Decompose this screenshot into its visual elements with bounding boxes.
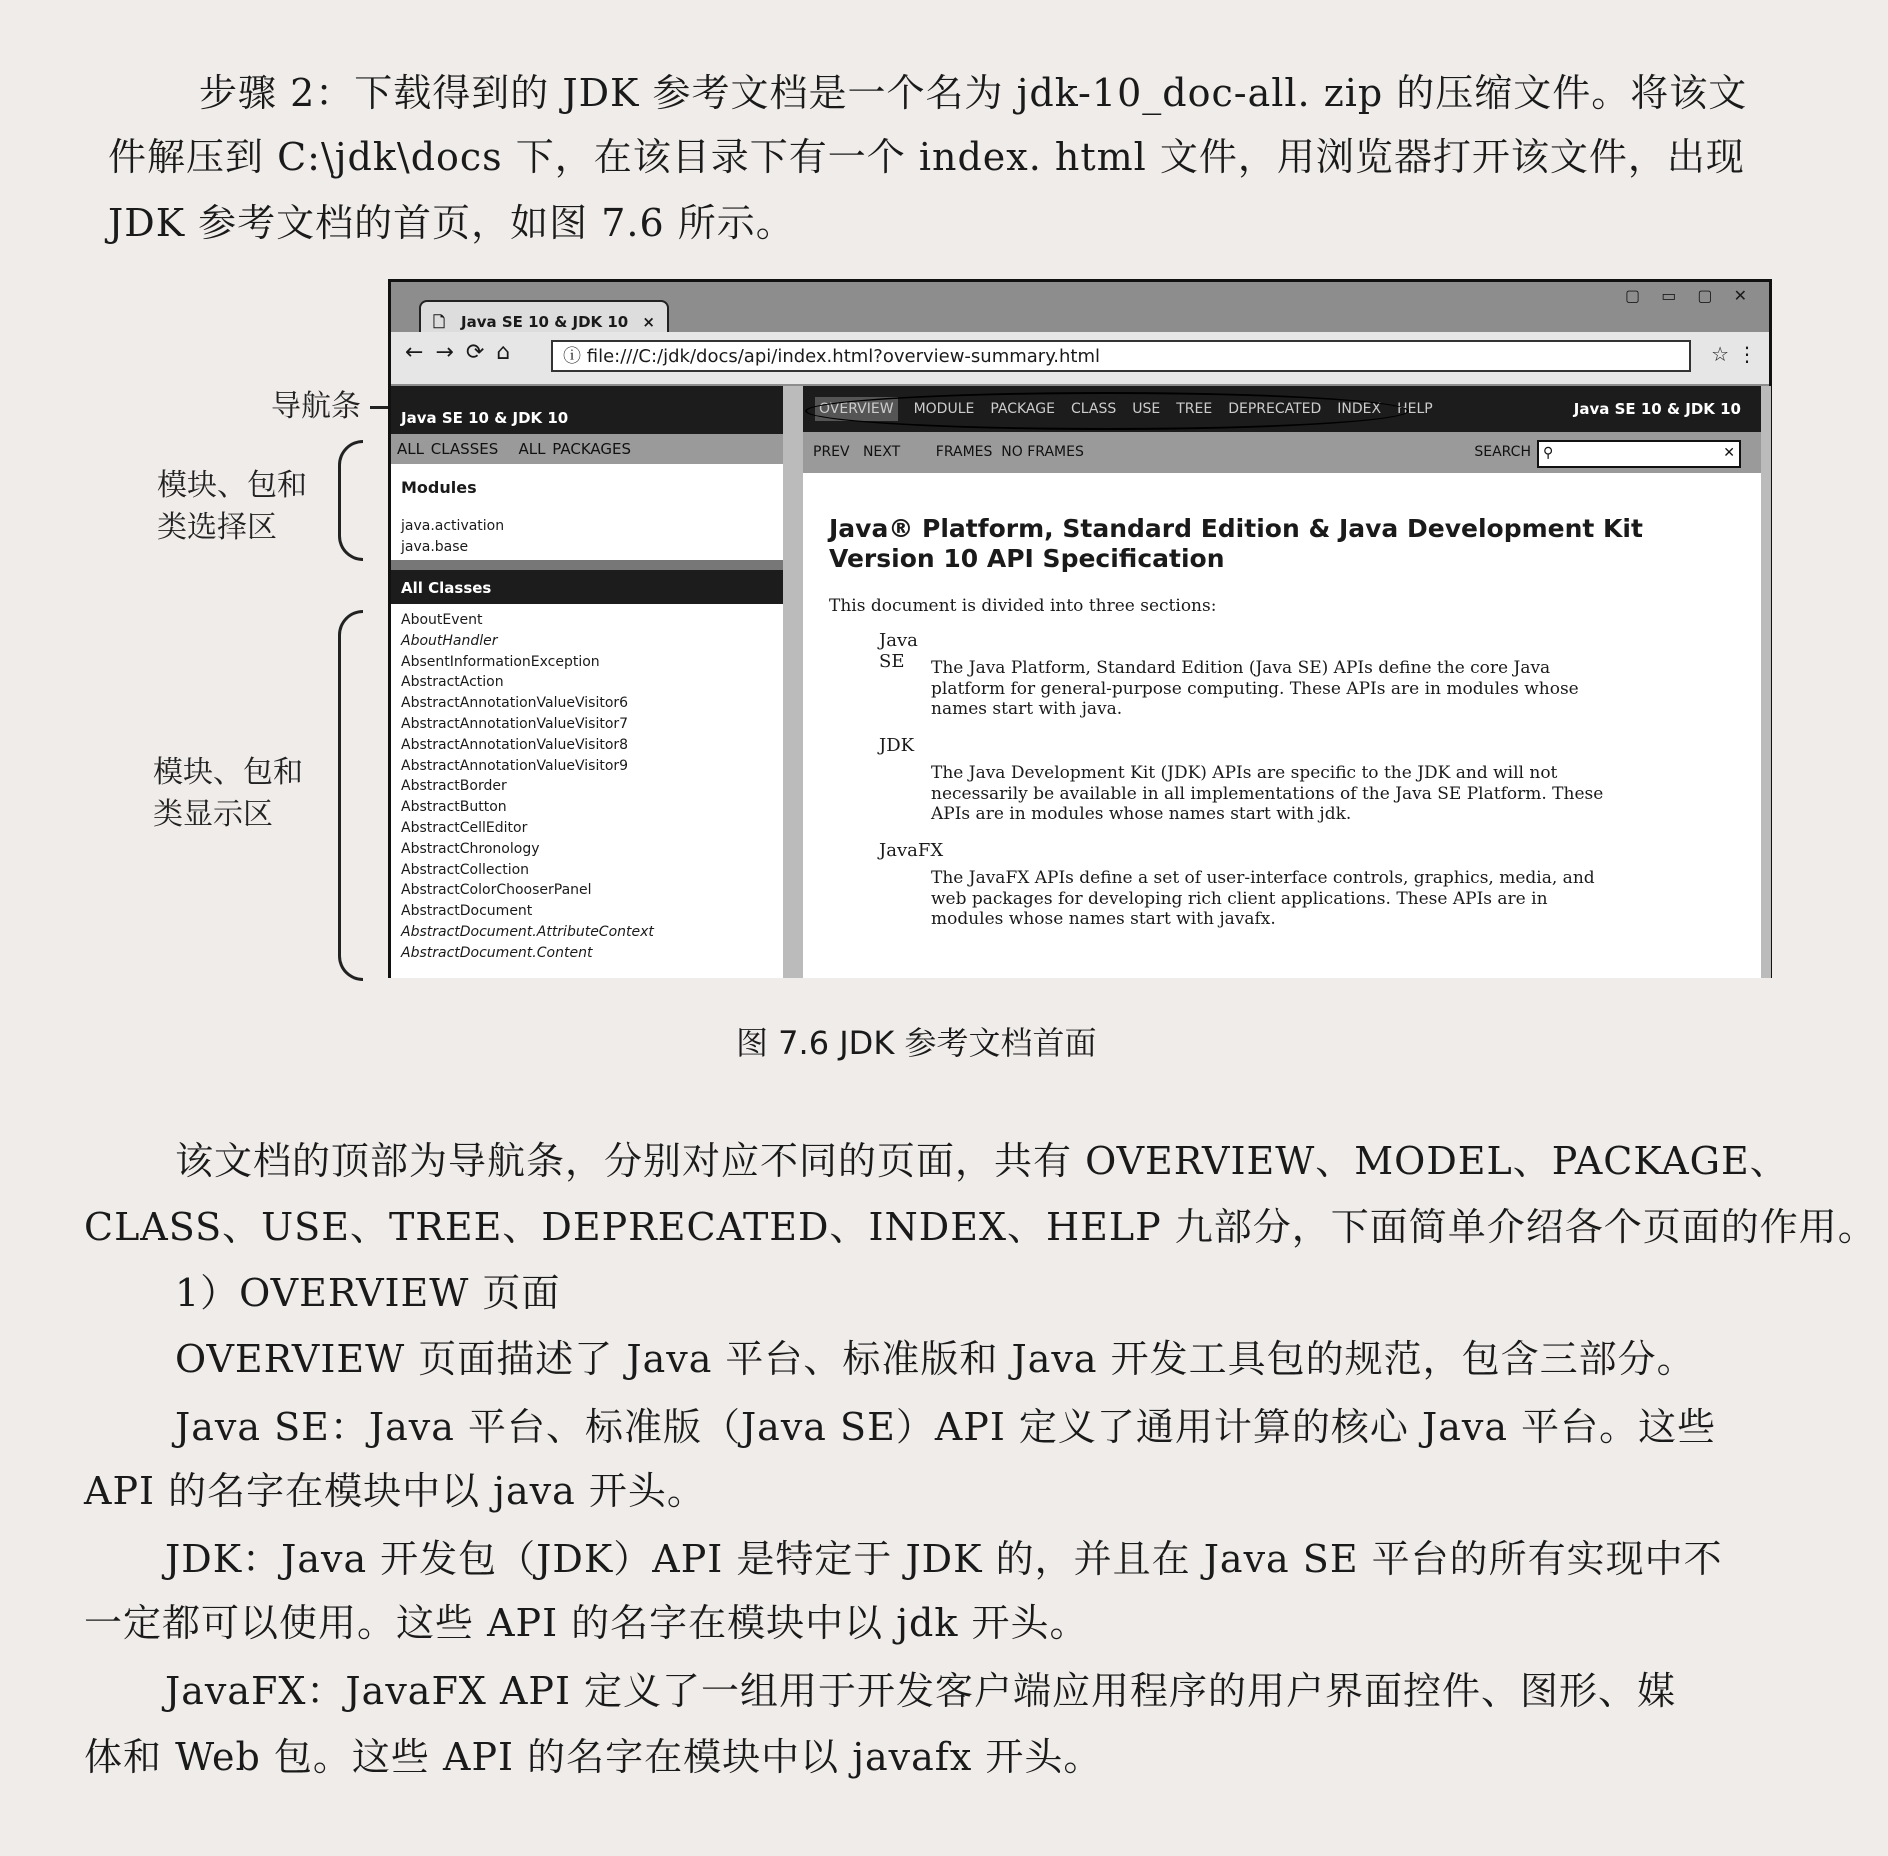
- label-line: 模块、包和: [157, 468, 307, 503]
- nav-overview[interactable]: OVERVIEW: [815, 397, 898, 421]
- all-classes-header: All Classes: [391, 570, 783, 604]
- select-area-label: [157, 465, 307, 549]
- section-heading: JavaFX: [879, 840, 944, 861]
- class-link[interactable]: AbstractDocument.AttributeContext: [401, 923, 654, 940]
- class-link[interactable]: AbstractAction: [401, 674, 504, 691]
- search-input[interactable]: [1537, 440, 1741, 468]
- intro-text: This document is divided into three sections:: [829, 596, 1217, 616]
- section-description: web packages for developing rich client applications. These APIs are in: [931, 888, 1548, 909]
- body-line: 该文档的顶部为导航条，分别对应不同的页面，共有 OVERVIEW、MODEL、PACKAGE、: [175, 1139, 1789, 1183]
- section-description: The JavaFX APIs define a set of user-interface controls, graphics, media, and: [931, 868, 1595, 888]
- label-line: 模块、包和: [153, 755, 303, 790]
- title-line: Java® Platform, Standard Edition & Java Development Kit: [829, 514, 1643, 543]
- body-line: 1）OVERVIEW 页面: [175, 1271, 561, 1315]
- section-description: necessarily be available in all implementations of the Java SE Platform. These: [931, 783, 1604, 804]
- nav-title: Java SE 10 & JDK 10: [1573, 400, 1741, 418]
- body-line: 体和 Web 包。这些 API 的名字在模块中以 javafx 开头。: [84, 1735, 1103, 1779]
- menu-icon[interactable]: ⋮: [1737, 342, 1757, 366]
- section-heading: Java SE: [879, 630, 918, 672]
- page-icon: 🗋: [433, 313, 446, 331]
- class-link[interactable]: AbstractAnnotationValueVisitor8: [401, 736, 629, 753]
- class-link[interactable]: AbstractAnnotationValueVisitor7: [401, 715, 629, 732]
- all-classes-link[interactable]: ALL CLASSES: [397, 440, 499, 458]
- section-description: The Java Development Kit (JDK) APIs are specific to the JDK and will not: [931, 763, 1558, 783]
- section-description: names start with java.: [931, 699, 1123, 719]
- no-frames-link[interactable]: NO FRAMES: [1001, 444, 1084, 460]
- left-scrollbar[interactable]: [783, 386, 803, 978]
- search-icon: ⚲: [1543, 445, 1554, 461]
- body-line: JavaFX：JavaFX API 定义了一组用于开发客户端应用程序的用户界面控件、图形、媒: [165, 1669, 1677, 1713]
- modules-title: Modules: [401, 478, 477, 497]
- section-description: The Java Platform, Standard Edition (Java SE) APIs define the core Java: [931, 658, 1551, 678]
- class-link[interactable]: AbstractCellEditor: [401, 819, 528, 836]
- window-controls[interactable]: ▢ ▭ ▢ ✕: [1624, 286, 1755, 305]
- frame-divider[interactable]: [391, 560, 783, 570]
- intro-line: 步骤 2：下载得到的 JDK 参考文档是一个名为 jdk-10_doc-all. zip 的压缩文件。将该文: [199, 71, 1748, 115]
- left-header: Java SE 10 & JDK 10: [391, 386, 783, 434]
- search-label: SEARCH: [1474, 444, 1531, 460]
- section-description: APIs are in modules whose names start with jdk.: [931, 804, 1352, 824]
- class-link[interactable]: AbstractAnnotationValueVisitor9: [401, 757, 629, 774]
- right-frame: [803, 386, 1761, 978]
- nav-use[interactable]: USE: [1132, 401, 1161, 417]
- left-frame: [391, 386, 783, 978]
- label-line: 类选择区: [157, 510, 277, 545]
- all-packages-link[interactable]: ALL PACKAGES: [518, 440, 632, 458]
- tab-title: Java SE 10 & JDK 10: [461, 313, 629, 331]
- class-link[interactable]: AbstractColorChooserPanel: [401, 882, 592, 899]
- next-link[interactable]: NEXT: [862, 444, 901, 460]
- prev-link[interactable]: PREV: [813, 444, 850, 460]
- nav-index[interactable]: INDEX: [1337, 401, 1382, 417]
- title-line: Version 10 API Specification: [829, 544, 1225, 573]
- select-area-brace: [338, 440, 363, 561]
- class-link[interactable]: AbstractBorder: [401, 778, 507, 795]
- class-link[interactable]: AbstractDocument: [401, 903, 533, 920]
- class-link[interactable]: AbstractDocument.Content: [401, 944, 593, 961]
- label-line: 类显示区: [153, 797, 273, 832]
- section-heading: JDK: [879, 735, 915, 756]
- url-input[interactable]: ⓘ file:///C:/jdk/docs/api/index.html?overview-summary.html: [551, 340, 1691, 372]
- nav-class[interactable]: CLASS: [1070, 401, 1117, 417]
- class-link[interactable]: AbstractChronology: [401, 840, 540, 857]
- display-area-label: [153, 752, 303, 836]
- tab-close-icon[interactable]: ×: [642, 313, 655, 331]
- bookmark-star-icon[interactable]: ☆: [1711, 342, 1729, 366]
- class-link[interactable]: AbstractCollection: [401, 861, 530, 878]
- nav-package[interactable]: PACKAGE: [990, 401, 1055, 417]
- nav-deprecated[interactable]: DEPRECATED: [1228, 401, 1322, 417]
- nav-buttons-icons[interactable]: ←→⟳⌂: [405, 340, 523, 365]
- navbar-label: 导航条: [271, 389, 361, 424]
- class-list: [401, 610, 654, 964]
- class-link[interactable]: AbsentInformationException: [401, 653, 600, 670]
- figure-caption: 图 7.6 JDK 参考文档首面: [736, 1024, 1097, 1062]
- module-link[interactable]: java.base: [401, 539, 469, 555]
- display-area-brace: [338, 610, 363, 981]
- browser-window: [388, 279, 1772, 978]
- frames-link[interactable]: FRAMES: [935, 444, 993, 460]
- section-description: platform for general-purpose computing. These APIs are in modules whose: [931, 678, 1579, 699]
- body-line: JDK：Java 开发包（JDK）API 是特定于 JDK 的，并且在 Java SE 平台的所有实现中不: [165, 1537, 1723, 1581]
- right-scrollbar[interactable]: [1761, 386, 1771, 978]
- section-description: modules whose names start with javafx.: [931, 909, 1276, 929]
- class-link[interactable]: AboutEvent: [401, 612, 483, 628]
- body-line: OVERVIEW 页面描述了 Java 平台、标准版和 Java 开发工具包的规范，包含三部分。: [175, 1337, 1696, 1381]
- class-link[interactable]: AbstractAnnotationValueVisitor6: [401, 695, 629, 712]
- clear-search-icon[interactable]: ✕: [1723, 445, 1735, 461]
- class-link[interactable]: AboutHandler: [401, 632, 498, 649]
- navbar-highlight-ellipse: [805, 392, 1409, 430]
- nav-tree[interactable]: TREE: [1176, 401, 1213, 417]
- intro-line: 件解压到 C:\jdk\docs 下，在该目录下有一个 index. html 文件，用浏览器打开该文件，出现: [108, 135, 1745, 179]
- body-line: CLASS、USE、TREE、DEPRECATED、INDEX、HELP 九部分，下面简单介绍各个页面的作用。: [84, 1205, 1877, 1249]
- body-line: API 的名字在模块中以 java 开头。: [84, 1469, 706, 1513]
- class-link[interactable]: AbstractButton: [401, 799, 507, 816]
- body-line: Java SE：Java 平台、标准版（Java SE）API 定义了通用计算的核心 Java 平台。这些: [175, 1405, 1717, 1449]
- body-line: 一定都可以使用。这些 API 的名字在模块中以 jdk 开头。: [84, 1601, 1089, 1645]
- url-text: file:///C:/jdk/docs/api/index.html?overview-summary.html: [586, 346, 1101, 367]
- nav-help[interactable]: HELP: [1397, 401, 1433, 417]
- page-title: [829, 514, 1643, 574]
- address-bar: [391, 332, 1769, 384]
- nav-module[interactable]: MODULE: [913, 401, 975, 417]
- intro-line: JDK 参考文档的首页，如图 7.6 所示。: [108, 201, 795, 245]
- module-link[interactable]: java.activation: [401, 518, 505, 534]
